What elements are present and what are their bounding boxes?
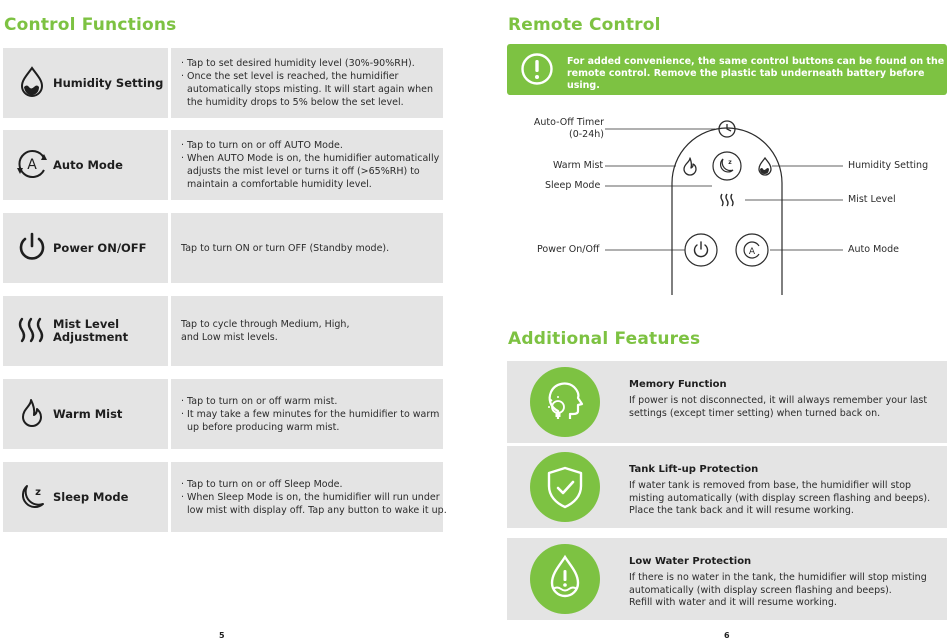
- control-description: · Tap to turn on or off Sleep Mode. · When Sleep Mode is on, the humidifier will run under low mist with display off. Tap any button to wake it up.: [171, 462, 443, 532]
- remote-control-heading: Remote Control: [508, 15, 661, 35]
- head-lightbulb-icon: [530, 367, 600, 437]
- remote-label-mist-level: Mist Level: [848, 194, 896, 205]
- svg-text:z: z: [35, 487, 41, 498]
- control-description: · Tap to turn on or off AUTO Mode. · When AUTO Mode is on, the humidifier automatically adjusts the mist level or turns it off (>65%RH) to maintain a comfortable humidity level.: [171, 130, 443, 200]
- control-label: Sleep Mode: [53, 489, 129, 504]
- control-description: Tap to turn ON or turn OFF (Standby mode).: [171, 213, 443, 283]
- svg-text:z: z: [728, 159, 732, 166]
- control-label: Auto Mode: [53, 157, 123, 172]
- feature-tank-lift-up: [507, 446, 947, 528]
- remote-timer-button[interactable]: [719, 121, 735, 137]
- page-number-right: 6: [724, 631, 730, 640]
- humidity-drop-icon: [14, 64, 50, 100]
- mist-level-icon: [14, 312, 50, 348]
- additional-features-heading: Additional Features: [508, 329, 701, 349]
- remote-warm-mist-button[interactable]: [684, 158, 696, 175]
- control-label: Warm Mist: [53, 406, 123, 421]
- control-row-auto-mode: [3, 130, 443, 200]
- control-row-humidity-setting: [3, 48, 443, 118]
- remote-label-humidity: Humidity Setting: [848, 160, 929, 171]
- control-row-sleep-mode: [3, 462, 447, 532]
- control-label: Mist Level Adjustment: [53, 317, 129, 344]
- remote-humidity-button[interactable]: [759, 158, 771, 175]
- control-description: · Tap to turn on or off warm mist. · It may take a few minutes for the humidifier to warm up before producing warm mist.: [171, 379, 443, 449]
- sleep-moon-icon: [14, 478, 50, 514]
- water-drop-warning-icon: [530, 544, 600, 614]
- feature-title: Low Water Protection: [629, 556, 752, 567]
- notice-text: For added convenience, the same control buttons can be found on the remote control. Remove the plastic tab underneath battery before using.: [567, 56, 945, 91]
- power-icon: [14, 229, 50, 265]
- remote-label-warm-mist: Warm Mist: [553, 160, 604, 171]
- control-description: · Tap to set desired humidity level (30%-90%RH). · Once the set level is reached, the humidifier automatically stops misting. It will start again when the humidity drops to 5% below the set level.: [171, 48, 443, 118]
- control-row-warm-mist: [3, 379, 443, 449]
- control-description: Tap to cycle through Medium, High, and Low mist levels.: [171, 296, 443, 366]
- remote-label-sleep-mode: Sleep Mode: [545, 180, 601, 191]
- feature-title: Tank Lift-up Protection: [629, 464, 759, 475]
- control-label: Power ON/OFF: [53, 240, 147, 255]
- remote-auto-mode-button[interactable]: [736, 234, 768, 266]
- flame-icon: [14, 395, 50, 431]
- remote-power-button[interactable]: [685, 234, 717, 266]
- control-label: Humidity Setting: [53, 75, 164, 90]
- remote-sleep-button[interactable]: [713, 152, 741, 180]
- control-functions-heading: Control Functions: [4, 15, 177, 35]
- feature-description: If water tank is removed from base, the humidifier will stop misting automatically (with display screen flashing and beeps). Place the tank back and it will resume working.: [629, 480, 931, 516]
- page-number-left: 5: [219, 631, 225, 640]
- control-row-power: [3, 213, 443, 283]
- svg-text:A: A: [748, 247, 756, 257]
- feature-memory-function: [507, 361, 947, 443]
- remote-label-auto-mode: Auto Mode: [848, 244, 899, 255]
- feature-title: Memory Function: [629, 379, 727, 390]
- auto-mode-icon: [14, 146, 50, 182]
- shield-check-icon: [530, 452, 600, 522]
- remote-notice-banner: [507, 44, 947, 95]
- remote-label-power: Power On/Off: [537, 244, 600, 255]
- exclamation-icon: [520, 52, 554, 86]
- feature-description: If power is not disconnected, it will always remember your last settings (except timer setting) when turned back on.: [629, 395, 928, 419]
- remote-label-timer: Auto-Off Timer (0-24h): [533, 117, 604, 140]
- remote-mist-level-button[interactable]: [721, 194, 733, 206]
- svg-text:A: A: [27, 157, 37, 173]
- control-row-mist-level: [3, 296, 443, 366]
- feature-low-water-protection: [507, 538, 947, 620]
- feature-description: If there is no water in the tank, the humidifier will stop misting automatically (with display screen flashing and beeps). Refill with water and it will resume working.: [629, 572, 927, 608]
